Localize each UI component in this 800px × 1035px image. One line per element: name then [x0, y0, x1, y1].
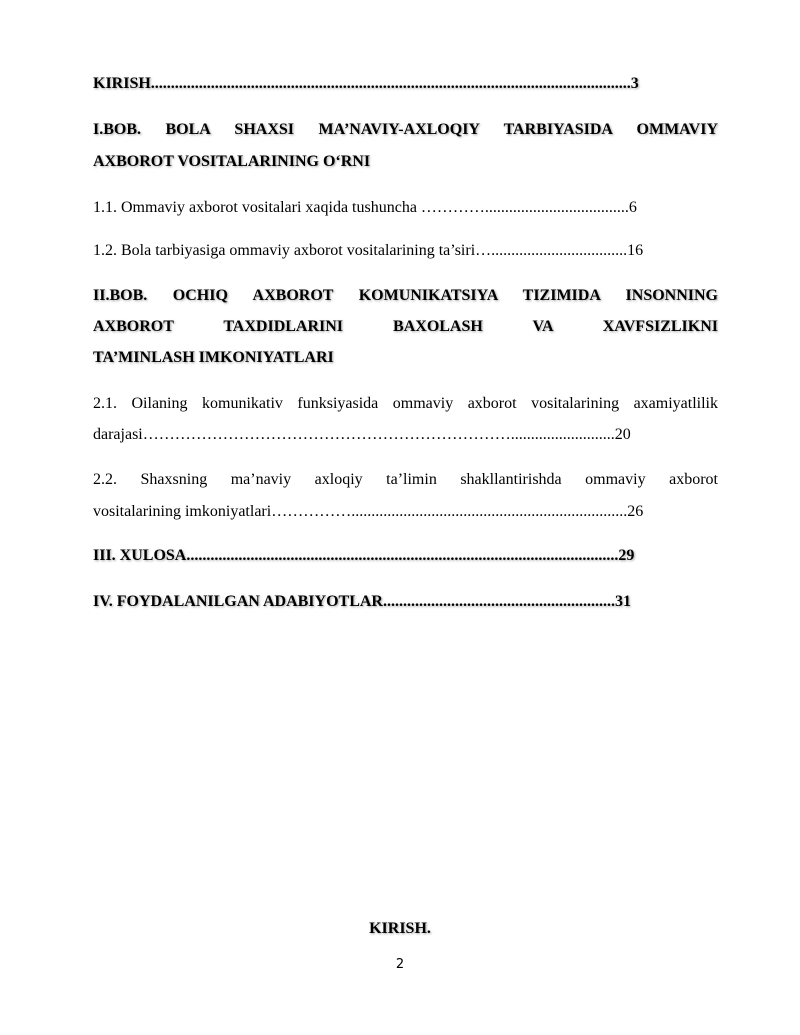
- toc-entry-xulosa: III. XULOSA............................................................................................................29: [93, 547, 635, 564]
- toc-chapter1-title-line2: AXBOROT VOSITALARINING O‘RNI: [93, 153, 371, 170]
- toc-chapter2-title-line2: AXBOROT TAXDIDLARINI BAXOLASH VA XAVFSIZLIKNI: [93, 318, 718, 335]
- toc-entry-2-2-line1: 2.2. Shaxsning ma’naviy axloqiy ta’limin shakllantirishda ommaviy axborot: [93, 471, 718, 488]
- toc-entry-1-1: 1.1. Ommaviy axborot vositalari xaqida tushuncha …………....................................6: [93, 199, 637, 216]
- toc-entry-kirish: KIRISH........................................................................................................................3: [93, 75, 639, 92]
- toc-chapter1-title-line1: I.BOB. BOLA SHAXSI MA’NAVIY-AXLOQIY TARBIYASIDA OMMAVIY: [93, 121, 718, 138]
- page-number: 2: [395, 957, 405, 972]
- toc-chapter2-title-line3: TA’MINLASH IMKONIYATLARI: [93, 349, 334, 366]
- toc-entry-2-1-line1: 2.1. Oilaning komunikativ funksiyasida ommaviy axborot vositalarining axamiyatlilik: [93, 395, 718, 412]
- toc-chapter2-title-line1: II.BOB. OCHIQ AXBOROT KOMUNIKATSIYA TIZIMIDA INSONNING: [93, 287, 718, 304]
- toc-entry-2-1-line2: darajasi……………………………………………………………..........................20: [93, 426, 631, 443]
- toc-entry-1-2: 1.2. Bola tarbiyasiga ommaviy axborot vositalarining ta’siri…..................................16: [93, 242, 644, 259]
- next-section-heading: KIRISH.: [369, 920, 431, 937]
- toc-entry-2-2-line2: vositalarining imkoniyatlari…………….....................................................................26: [93, 503, 644, 520]
- toc-entry-adabiyotlar: IV. FOYDALANILGAN ADABIYOTLAR..........................................................31: [93, 593, 631, 610]
